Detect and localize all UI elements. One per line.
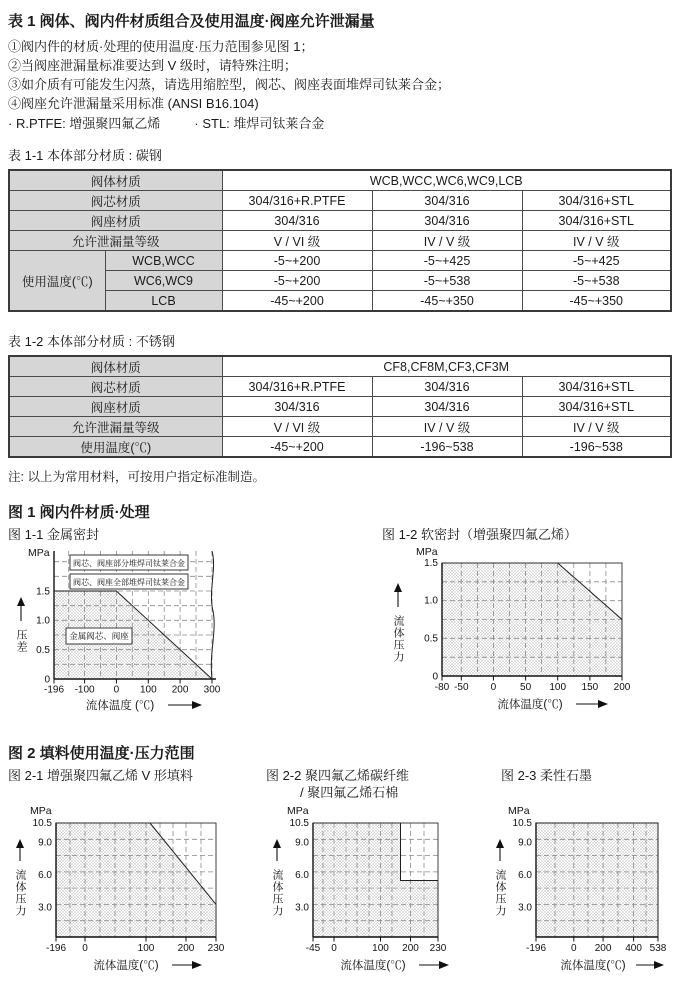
tick-label: 0 bbox=[490, 682, 497, 693]
tick-label: 200 bbox=[171, 684, 189, 696]
value-cell: V / VI 级 bbox=[222, 417, 372, 437]
table-row bbox=[9, 251, 671, 271]
tick-label: 6.0 bbox=[295, 870, 309, 881]
value-cell: IV / V 级 bbox=[522, 417, 671, 437]
tick-label: 10.5 bbox=[512, 818, 532, 829]
tick-label: 0.5 bbox=[424, 633, 438, 645]
tick-label: 10.5 bbox=[289, 818, 309, 829]
figure-2-3-block bbox=[478, 767, 673, 989]
figure-1-2-block bbox=[382, 526, 672, 726]
table-1-1-caption: 表 1-1 本体部分材质 : 碳钢 bbox=[8, 148, 162, 163]
tick-label: -100 bbox=[74, 684, 95, 696]
figure-2-heading: 图 2 填料使用温度·压力范围 bbox=[8, 745, 195, 762]
y-axis-arrowhead bbox=[16, 839, 24, 848]
value-cell: IV / V 级 bbox=[372, 417, 522, 437]
tick-label: 6.0 bbox=[518, 870, 532, 881]
tick-label: 9.0 bbox=[295, 837, 309, 849]
tick-label: 0.5 bbox=[36, 645, 50, 656]
tick-label: 3.0 bbox=[518, 902, 532, 914]
figure-2-2-block bbox=[243, 767, 478, 989]
value-cell: -45~+350 bbox=[522, 291, 671, 312]
row-header-body-material: 阀体材质 bbox=[9, 356, 222, 377]
x-axis-arrowhead bbox=[192, 961, 202, 969]
tick-label: 9.0 bbox=[38, 837, 52, 849]
tick-label: -196 bbox=[45, 943, 67, 954]
page-title: 表 1 阀体、阀内件材质组合及使用温度·阀座允许泄漏量 bbox=[8, 13, 375, 30]
y-axis-label: 流体压力 bbox=[494, 869, 506, 917]
notes-block bbox=[8, 37, 672, 133]
tick-label: 0 bbox=[44, 674, 50, 686]
figure-row-2 bbox=[8, 767, 672, 989]
tick-label: 0 bbox=[432, 671, 438, 683]
annotation-partial-stellite: 阀芯、阀座部分堆焊司钛莱合金 bbox=[73, 558, 185, 568]
note-line-3: ③如介质有可能发生闪蒸，请选用缩腔型，阀芯、阀座表面堆焊司钛莱合金； bbox=[8, 77, 451, 92]
value-cell: 304/316 bbox=[372, 211, 522, 231]
y-axis-arrowhead bbox=[17, 597, 25, 606]
tick-label: 200 bbox=[177, 943, 195, 954]
row-header-leakage-class: 允许泄漏量等级 bbox=[9, 417, 222, 437]
chart-fig-1-2 bbox=[382, 543, 672, 726]
value-cell: 304/316+R.PTFE bbox=[222, 377, 372, 397]
tick-label: 3.0 bbox=[38, 902, 52, 914]
table-row bbox=[9, 437, 671, 458]
value-cell: 304/316 bbox=[372, 191, 522, 211]
unit-label: MPa bbox=[28, 547, 50, 559]
tick-label: 200 bbox=[613, 682, 631, 693]
x-axis-label: 流体温度(℃) bbox=[497, 699, 563, 711]
tick-label: 1.5 bbox=[36, 586, 50, 598]
annotation-metal-trim: 金属阀芯、阀座 bbox=[69, 631, 129, 642]
x-axis-arrowhead bbox=[598, 700, 608, 708]
value-cell: -196~538 bbox=[372, 437, 522, 458]
tick-label: 100 bbox=[137, 943, 155, 954]
tick-label: 50 bbox=[520, 682, 532, 693]
x-tick-labels bbox=[306, 943, 447, 954]
unit-label: MPa bbox=[508, 805, 530, 817]
x-tick-labels bbox=[526, 943, 667, 954]
value-cell: -5~+425 bbox=[522, 251, 671, 271]
value-cell: 304/316+STL bbox=[522, 191, 671, 211]
tick-label: 1.5 bbox=[424, 558, 438, 569]
value-cell: IV / V 级 bbox=[522, 231, 671, 251]
row-header-service-temp: 使用温度(℃) bbox=[9, 437, 222, 458]
value-cell: -45~+200 bbox=[222, 291, 372, 312]
value-cell: -196~538 bbox=[522, 437, 671, 458]
tick-label: 0 bbox=[571, 943, 577, 954]
note-line-4: ④阀座允许泄漏量采用标准 (ANSI B16.104) bbox=[8, 96, 259, 111]
row-header-leakage-class: 允许泄漏量等级 bbox=[9, 231, 222, 251]
subrow-header: WCB,WCC bbox=[105, 251, 222, 271]
note-line-2: ②当阀座泄漏量标准要达到 V 级时，请特殊注明； bbox=[8, 58, 297, 73]
table-row bbox=[9, 191, 671, 211]
table-row bbox=[9, 170, 671, 191]
tick-label: 100 bbox=[549, 682, 567, 693]
value-cell: 304/316+STL bbox=[522, 377, 671, 397]
tick-label: -196 bbox=[525, 943, 547, 954]
value-cell: -5~+200 bbox=[222, 271, 372, 291]
x-axis-label: 流体温度(℃) bbox=[560, 960, 626, 972]
figure-1-1-caption: 图 1-1 金属密封 bbox=[8, 527, 100, 542]
table-row bbox=[9, 417, 671, 437]
table-row bbox=[9, 397, 671, 417]
unit-label: MPa bbox=[416, 546, 438, 558]
tick-label: 0 bbox=[331, 943, 337, 954]
value-cell: 304/316 bbox=[372, 397, 522, 417]
chart-fig-2-2 bbox=[243, 803, 478, 989]
x-axis-arrowhead bbox=[439, 961, 449, 969]
tick-label: 9.0 bbox=[518, 837, 532, 849]
value-cell: V / VI 级 bbox=[222, 231, 372, 251]
y-axis-label: 流体压力 bbox=[14, 869, 26, 917]
table-row bbox=[9, 211, 671, 231]
y-tick-labels bbox=[33, 818, 53, 914]
tick-label: 538 bbox=[649, 943, 667, 954]
subrow-header: LCB bbox=[105, 291, 222, 312]
x-axis-arrowhead bbox=[654, 961, 664, 969]
x-axis-arrowhead bbox=[192, 701, 202, 709]
tick-label: 6.0 bbox=[38, 870, 52, 881]
tick-label: 10.5 bbox=[32, 818, 52, 829]
chart-fig-2-3 bbox=[478, 803, 673, 989]
y-axis-label: 流体压力 bbox=[271, 869, 283, 917]
x-axis-label: 流体温度(℃) bbox=[340, 960, 406, 972]
value-cell: -45~+200 bbox=[222, 437, 372, 458]
caption-line-1: 图 2-2 聚四氟乙烯碳纤维 bbox=[266, 768, 410, 783]
row-header-seat-material: 阀座材质 bbox=[9, 211, 222, 231]
figure-row-1 bbox=[8, 526, 672, 726]
table-row bbox=[9, 271, 671, 291]
tick-label: 150 bbox=[581, 682, 599, 693]
figure-1-2-caption: 图 1-2 软密封（增强聚四氟乙烯） bbox=[382, 527, 578, 542]
tick-label: 0 bbox=[113, 684, 120, 696]
value-cell: -5~+200 bbox=[222, 251, 372, 271]
row-header-body-material: 阀体材质 bbox=[9, 170, 222, 191]
y-axis-label: 压差 bbox=[15, 629, 27, 653]
row-header-seat-material: 阀座材质 bbox=[9, 397, 222, 417]
tick-label: 200 bbox=[594, 943, 612, 954]
value-cell: 304/316 bbox=[372, 377, 522, 397]
abbreviations-line bbox=[8, 114, 672, 133]
value-cell: 304/316+R.PTFE bbox=[222, 191, 372, 211]
tick-label: 400 bbox=[625, 943, 642, 954]
x-tick-labels bbox=[46, 943, 225, 954]
tick-label: -45 bbox=[305, 943, 321, 954]
value-cell: 304/316 bbox=[222, 397, 372, 417]
annotation-full-stellite: 阀芯、阀座全部堆焊司钛莱合金 bbox=[73, 577, 185, 587]
y-axis-arrowhead bbox=[394, 583, 402, 592]
figure-2-1-caption: 图 2-1 增强聚四氟乙烯 V 形填料 bbox=[8, 768, 193, 783]
y-axis-arrowhead bbox=[273, 839, 281, 848]
tick-label: 200 bbox=[402, 943, 419, 954]
table-row bbox=[9, 231, 671, 251]
value-cell: 304/316+STL bbox=[522, 211, 671, 231]
tick-label: 0 bbox=[82, 943, 88, 954]
table-1-2-caption: 表 1-2 本体部分材质 : 不锈钢 bbox=[8, 334, 175, 349]
y-axis-arrowhead bbox=[496, 839, 504, 848]
value-cell: 304/316 bbox=[222, 211, 372, 231]
x-axis-label: 流体温度 (℃) bbox=[85, 700, 155, 712]
table-footnote: 注: 以上为常用材料，可按用户指定标准制造。 bbox=[8, 470, 265, 484]
table-row bbox=[9, 377, 671, 397]
value-cell: IV / V 级 bbox=[372, 231, 522, 251]
value-cell: -5~+538 bbox=[522, 271, 671, 291]
tick-label: 3.0 bbox=[295, 902, 309, 914]
value-cell: -5~+538 bbox=[372, 271, 522, 291]
value-cell: -45~+350 bbox=[372, 291, 522, 312]
figure-2-3-caption: 图 2-3 柔性石墨 bbox=[501, 768, 593, 783]
y-tick-labels bbox=[290, 818, 310, 914]
value-cell: 304/316+STL bbox=[522, 397, 671, 417]
tick-label: 1.0 bbox=[424, 595, 438, 607]
tick-label: 1.0 bbox=[36, 615, 50, 627]
y-axis-label: 流体压力 bbox=[392, 615, 404, 663]
y-tick-labels bbox=[513, 818, 533, 914]
tick-label: -196 bbox=[43, 684, 65, 696]
region-rptfe-packing bbox=[56, 823, 216, 937]
figure-1-heading: 图 1 阀内件材质·处理 bbox=[8, 504, 150, 521]
figure-2-1-block bbox=[8, 767, 243, 989]
tick-label: -80 bbox=[434, 682, 450, 693]
tick-label: 100 bbox=[139, 684, 157, 696]
row-header-service-temp: 使用温度(℃) bbox=[9, 251, 105, 312]
table-1-2 bbox=[8, 355, 672, 458]
unit-label: MPa bbox=[30, 805, 52, 817]
chart-fig-1-1 bbox=[8, 543, 338, 726]
chart-fig-2-1 bbox=[8, 803, 243, 989]
unit-label: MPa bbox=[287, 805, 309, 817]
note-line-1: ①阀内件的材质·处理的使用温度·压力范围参见图 1； bbox=[8, 39, 314, 54]
row-header-plug-material: 阀芯材质 bbox=[9, 191, 222, 211]
abbr-stl: · STL: 堆焊司钛莱合金 bbox=[194, 116, 325, 131]
tick-label: 300 bbox=[203, 684, 221, 696]
subrow-header: WC6,WC9 bbox=[105, 271, 222, 291]
region-graphite-packing bbox=[536, 823, 658, 937]
y-tick-labels bbox=[36, 587, 50, 686]
row-header-plug-material: 阀芯材质 bbox=[9, 377, 222, 397]
figure-2-2-caption bbox=[243, 767, 478, 803]
tick-label: 230 bbox=[429, 943, 447, 954]
caption-line-2: / 聚四氟乙烯石棉 bbox=[300, 785, 399, 800]
x-tick-labels bbox=[435, 682, 631, 693]
tick-label: 100 bbox=[372, 943, 389, 954]
value-cell: CF8,CF8M,CF3,CF3M bbox=[222, 356, 671, 377]
x-axis-label: 流体温度(℃) bbox=[93, 960, 159, 972]
abbr-rptfe: · R.PTFE: 增强聚四氟乙烯 bbox=[8, 116, 161, 131]
figure-1-1-block bbox=[8, 526, 382, 726]
tick-label: 230 bbox=[207, 943, 225, 954]
value-cell: -5~+425 bbox=[372, 251, 522, 271]
table-1-1 bbox=[8, 169, 672, 312]
tick-label: -50 bbox=[454, 682, 469, 693]
x-tick-labels bbox=[44, 685, 221, 696]
value-cell: WCB,WCC,WC6,WC9,LCB bbox=[222, 170, 671, 191]
y-tick-labels bbox=[424, 558, 438, 683]
table-row bbox=[9, 291, 671, 312]
table-row bbox=[9, 356, 671, 377]
